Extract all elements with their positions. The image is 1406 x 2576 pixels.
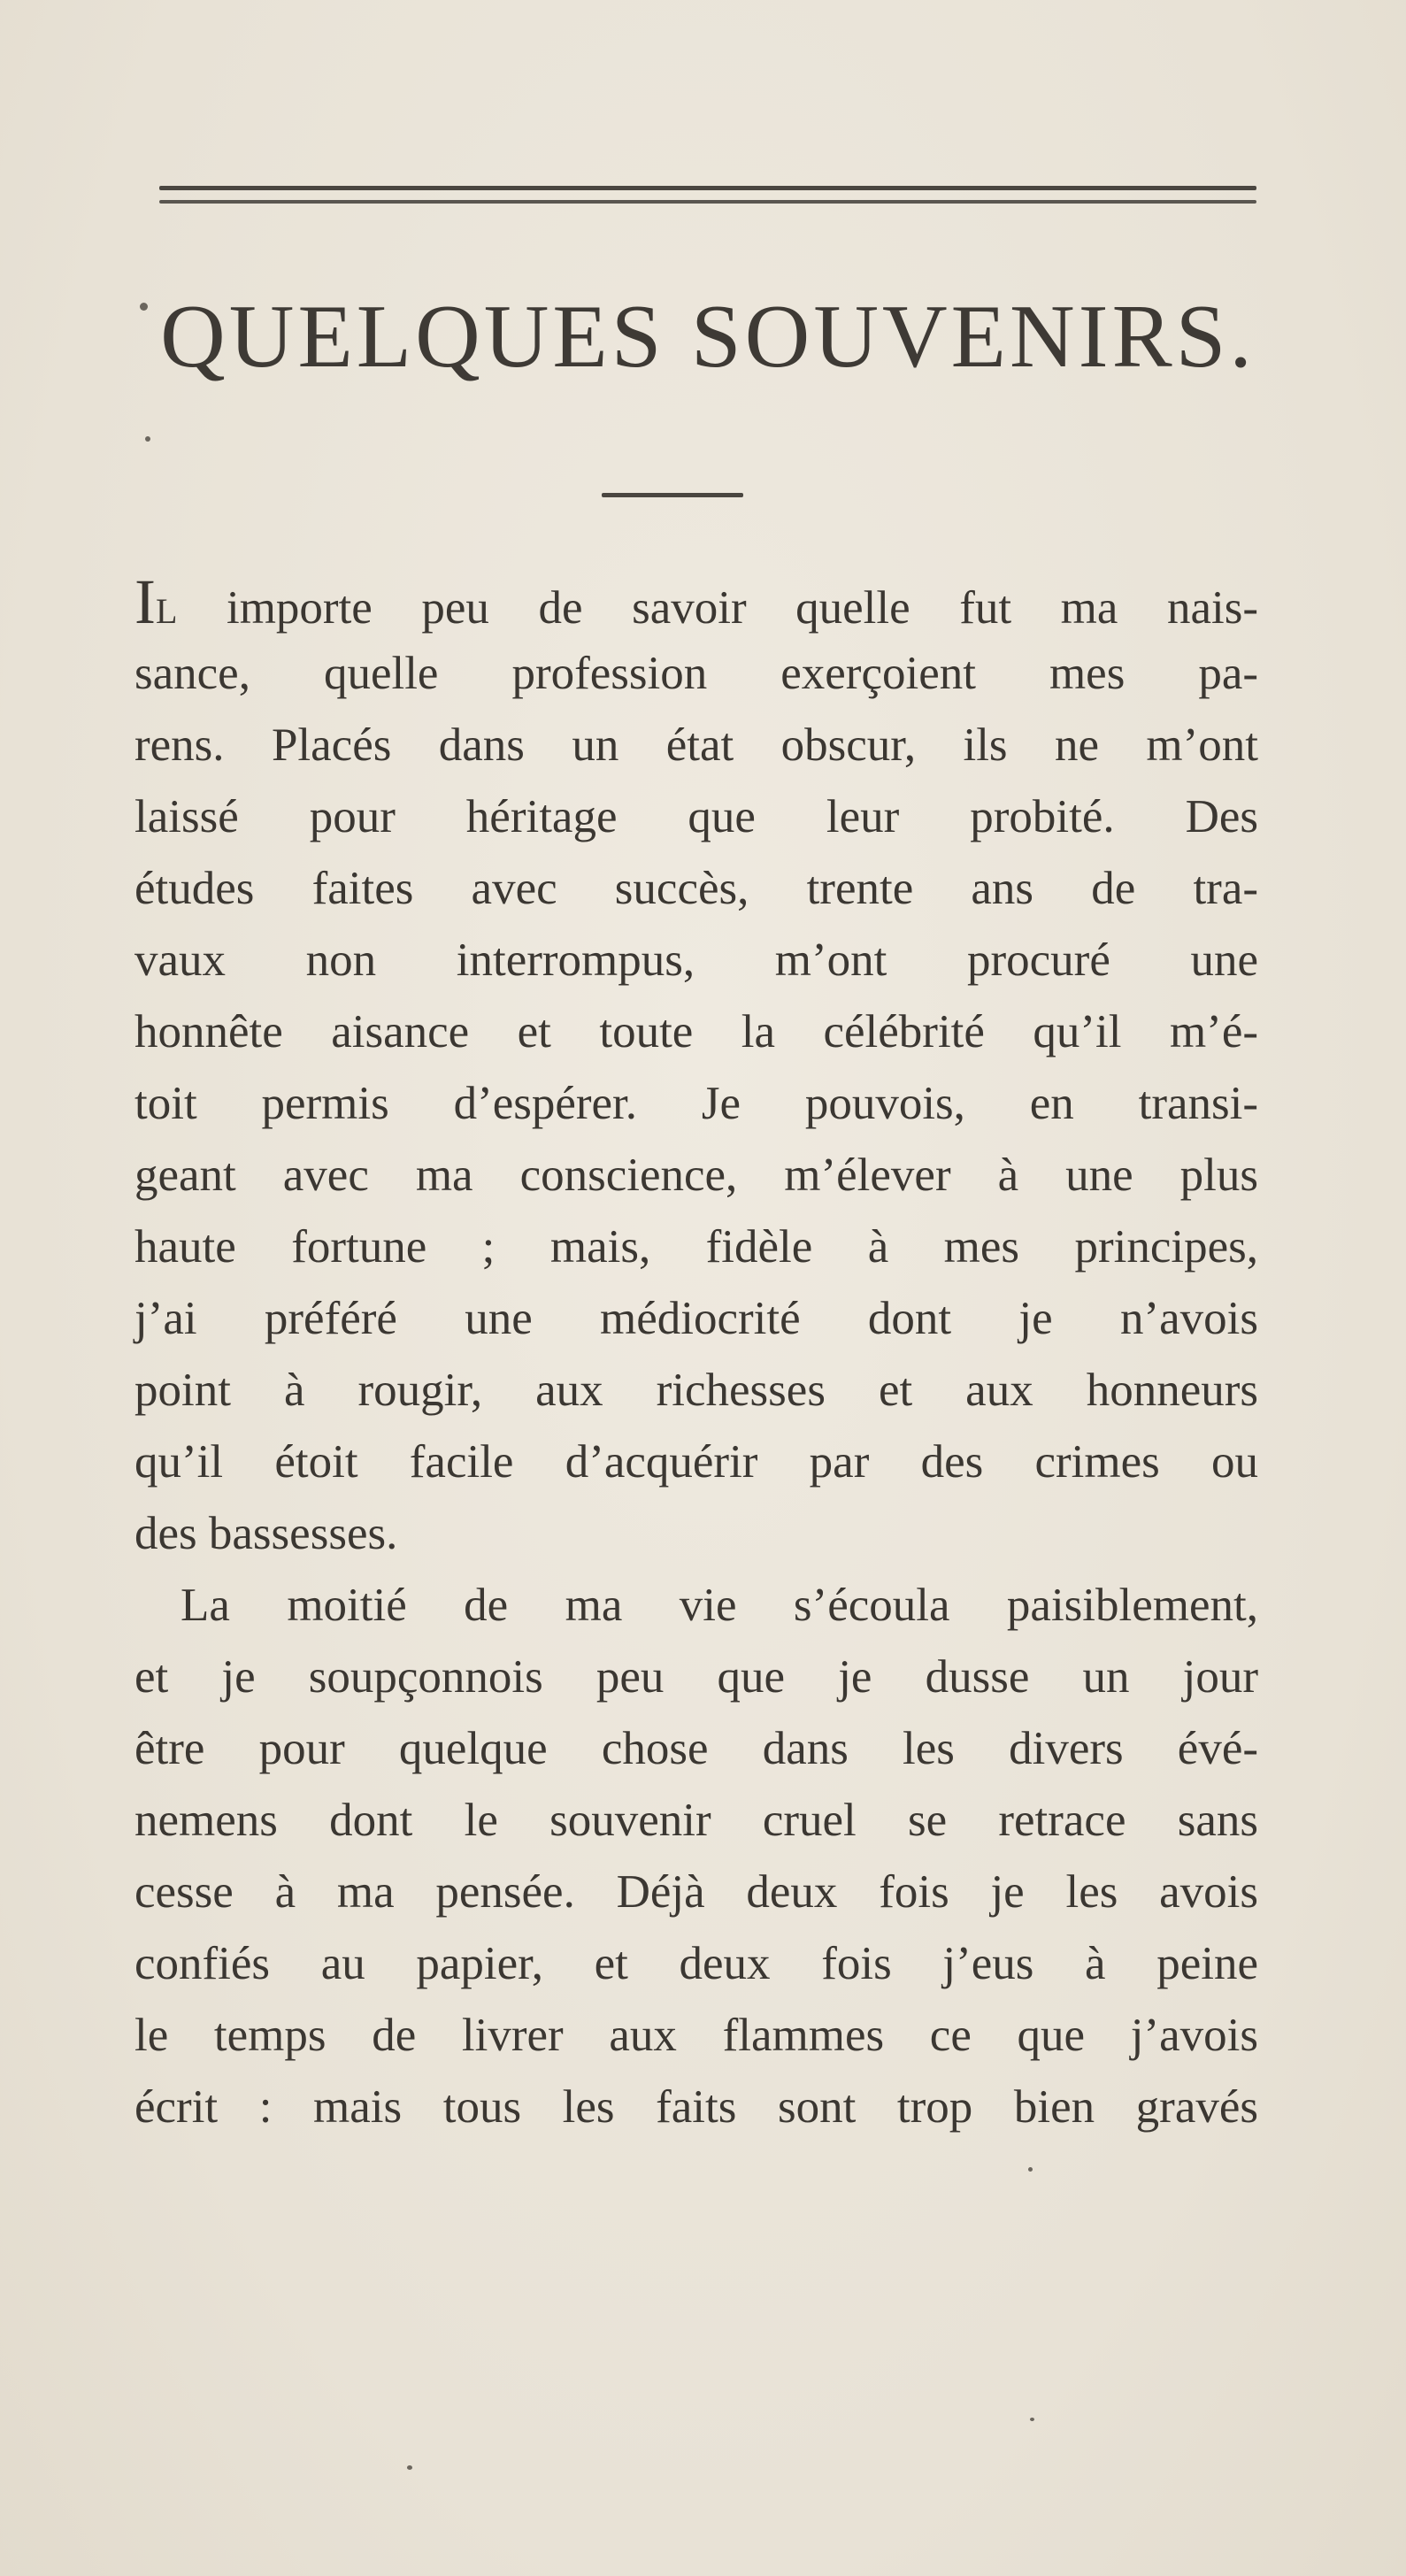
text-line: écrit : mais tous les faits sont trop bien gravés xyxy=(134,2081,1258,2133)
top-rule-line xyxy=(159,186,1256,190)
text-line: qu’il étoit facile d’acquérir par des crimes ou xyxy=(134,1436,1258,1488)
ink-speck xyxy=(407,2465,412,2470)
text-line: sance, quelle profession exerçoient mes pa- xyxy=(134,648,1258,699)
text-line: laissé pour héritage que leur probité. Des xyxy=(134,791,1258,842)
text-line: point à rougir, aux richesses et aux honneurs xyxy=(134,1365,1258,1416)
text-line: nemens dont le souvenir cruel se retrace sans xyxy=(134,1795,1258,1846)
text-line: haute fortune ; mais, fidèle à mes principes, xyxy=(134,1221,1258,1273)
ink-speck xyxy=(1030,2418,1034,2421)
title-separator-rule xyxy=(602,493,743,497)
text-line: et je soupçonnois peu que je dusse un jour xyxy=(134,1651,1258,1703)
text-line: vaux non interrompus, m’ont procuré une xyxy=(134,934,1258,986)
text-line: j’ai préféré une médiocrité dont je n’avois xyxy=(134,1293,1258,1344)
text-line: être pour quelque chose dans les divers évé- xyxy=(134,1723,1258,1774)
text-line: geant avec ma conscience, m’élever à une plus xyxy=(134,1150,1258,1201)
text-line: le temps de livrer aux flammes ce que j’avois xyxy=(134,2010,1258,2061)
small-cap: L xyxy=(155,591,178,631)
text-line: confiés au papier, et deux fois j’eus à peine xyxy=(134,1938,1258,1989)
ink-speck xyxy=(1028,2167,1033,2172)
text-line: honnête aisance et toute la célébrité qu’il m’é- xyxy=(134,1006,1258,1057)
page-title: QUELQUES SOUVENIRS. xyxy=(160,287,1256,387)
text-line: cesse à ma pensée. Déjà deux fois je les avois xyxy=(134,1866,1258,1918)
text-line: rens. Placés dans un état obscur, ils ne m’ont xyxy=(134,719,1258,771)
text-line: des bassesses. xyxy=(134,1508,398,1559)
drop-cap: I xyxy=(134,566,156,637)
text-line: études faites avec succès, trente ans de tra- xyxy=(134,863,1258,914)
text-line: toit permis d’espérer. Je pouvois, en transi- xyxy=(134,1078,1258,1129)
text-line-rest: importe peu de savoir quelle fut ma nais- xyxy=(177,582,1258,634)
top-double-rule xyxy=(159,186,1256,209)
text-line: La moitié de ma vie s’écoula paisiblement, xyxy=(181,1580,1258,1631)
body-text xyxy=(134,566,1258,2143)
top-rule-line xyxy=(159,200,1256,204)
ink-speck xyxy=(145,436,150,442)
text-line xyxy=(134,566,1258,638)
ink-speck xyxy=(140,303,148,311)
